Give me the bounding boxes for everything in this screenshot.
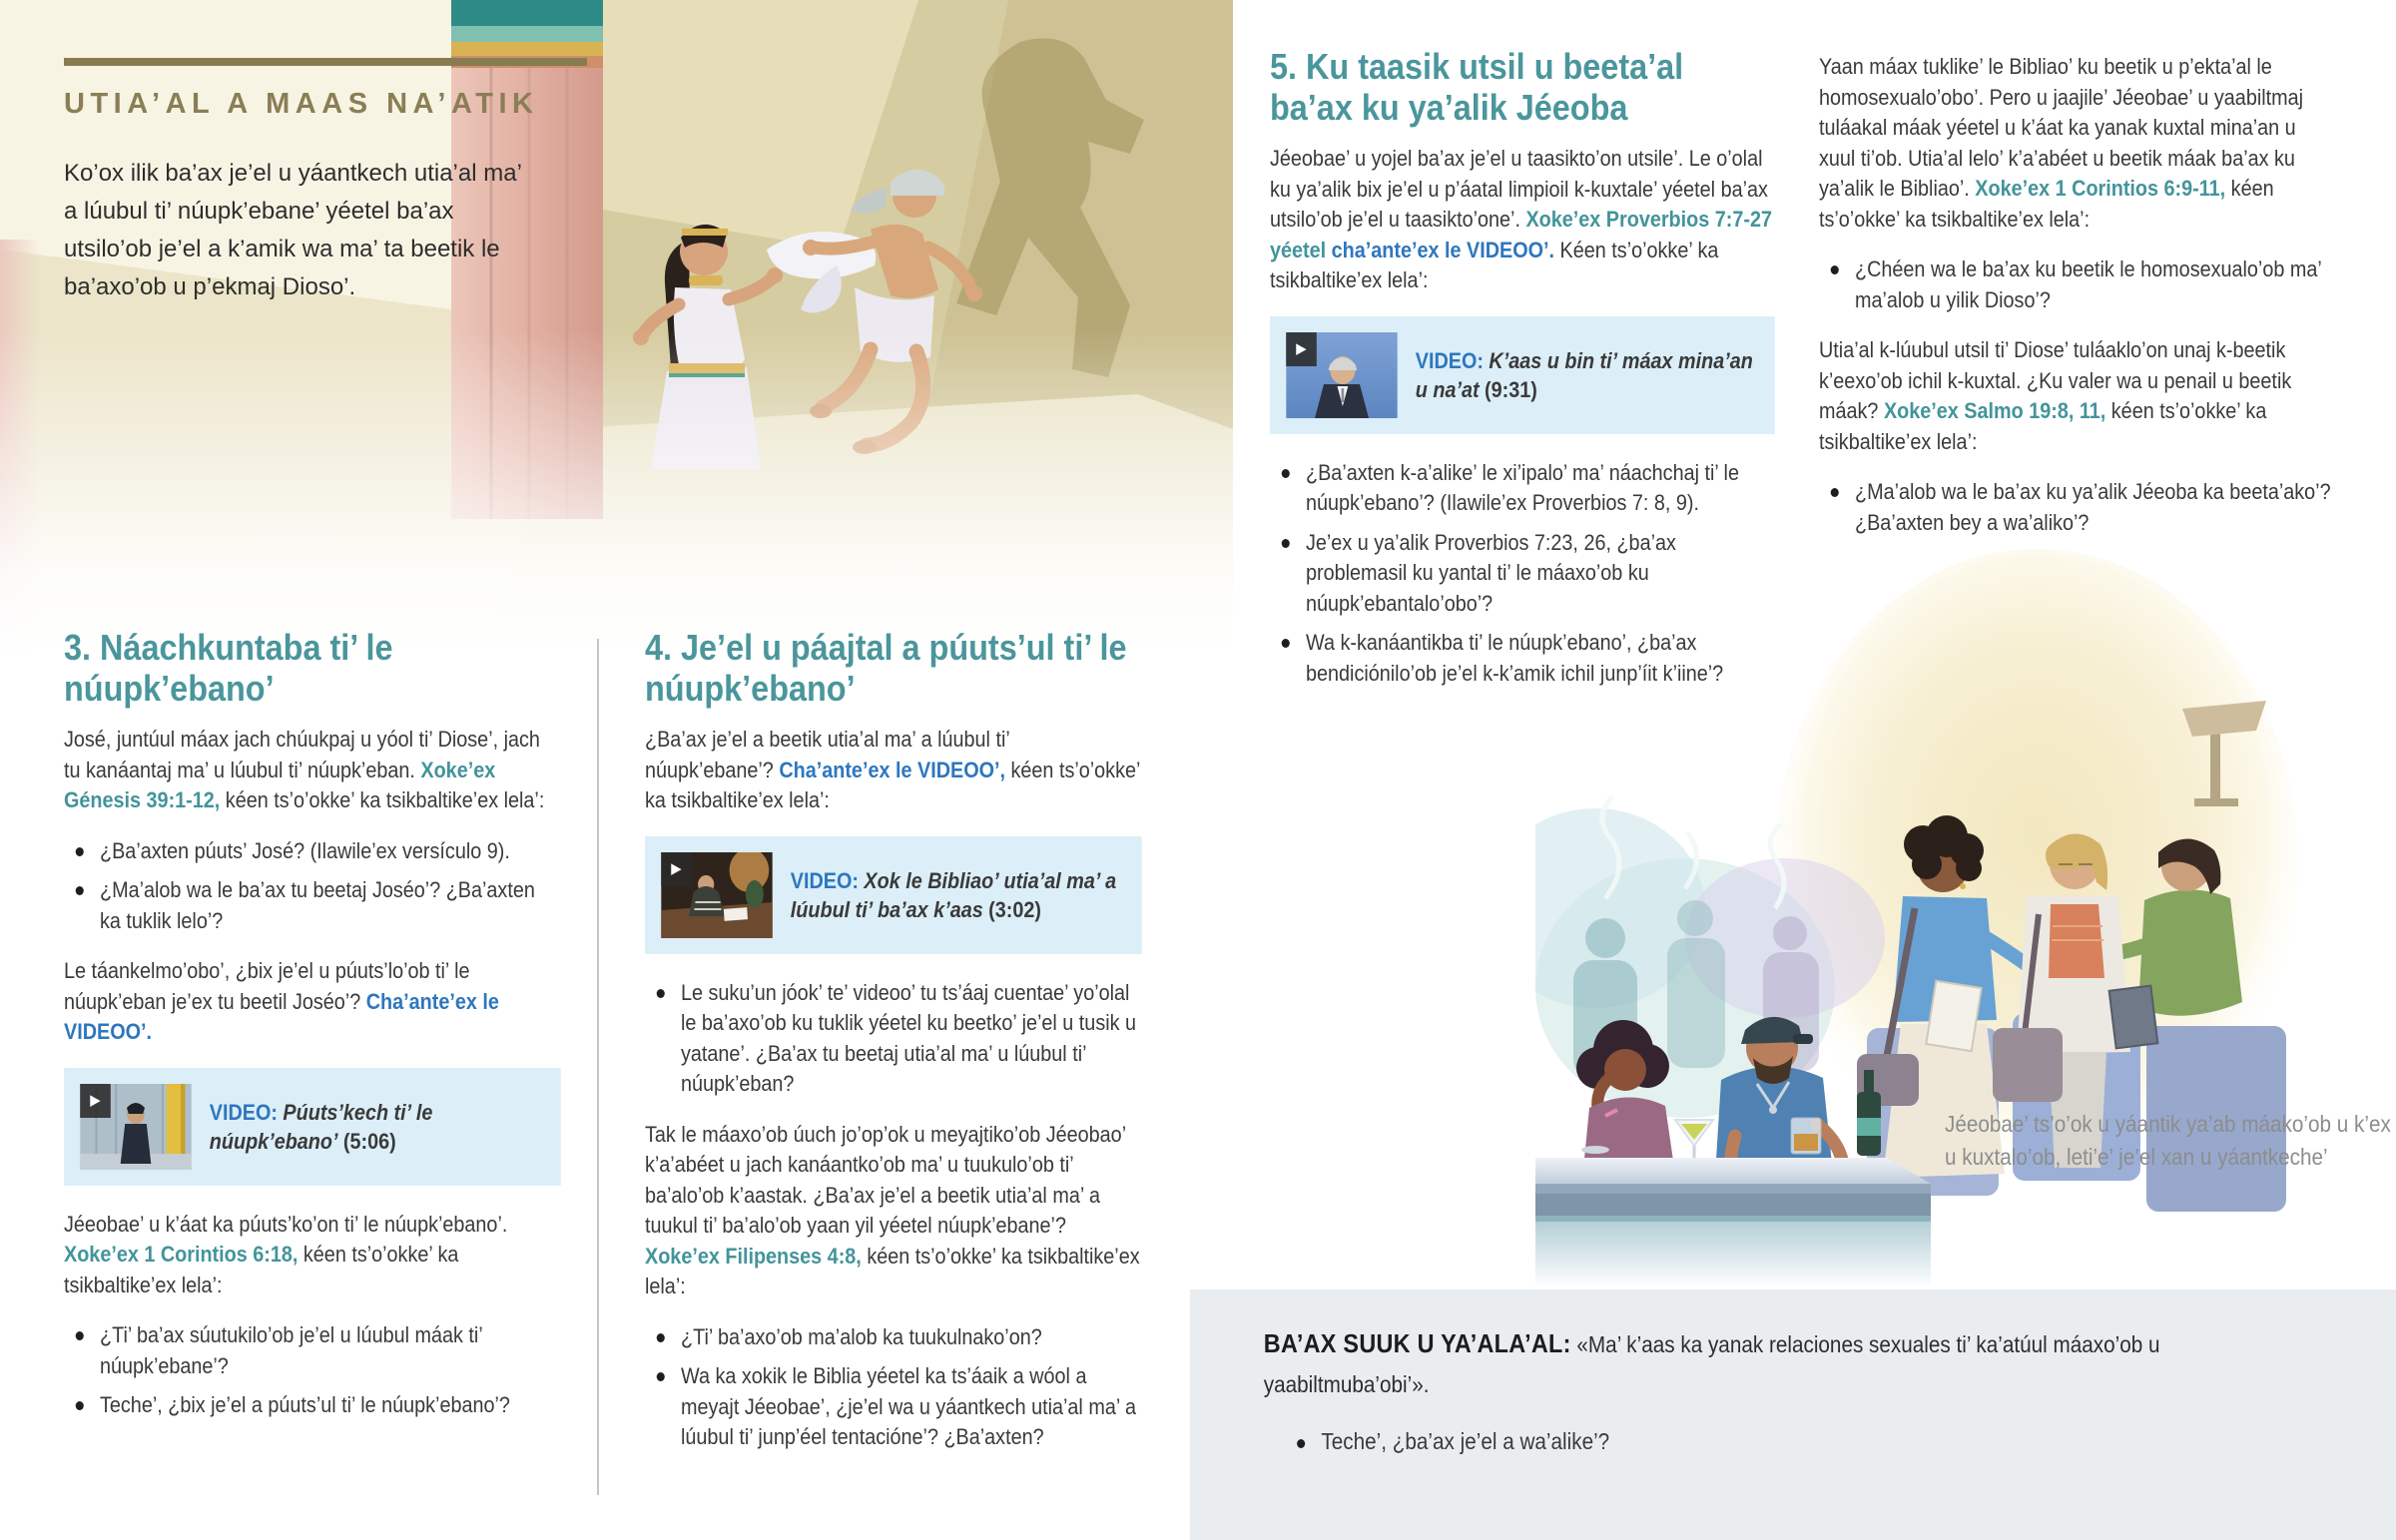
video-thumbnail[interactable] [80, 1084, 192, 1170]
video-caption [210, 1098, 545, 1156]
discussion-question: ¿Ma’alob wa le ba’ax ku ya’alik Jéeoba ka beeta’ako’? ¿Ba’axten bey a wa’aliko’? [1819, 477, 2336, 538]
paragraph [1270, 144, 1775, 296]
scripture-link[interactable]: Xoke’ex Proverbios 7:7-27 yéetel [1270, 207, 1772, 262]
discussion-question: Teche’, ¿ba’ax je’el a wa’alike’? [1285, 1428, 2215, 1455]
intro-paragraph: Ko’ox ilik ba’ax je’el u yáantkech utia’al ma’ a lúubul ti’ núupk’ebane’ yéetel ba’ax utsilo’ob je’el a k’amik wa ma’ ta beetik le ba’axo’ob u p’ekmaj Dioso’. [64, 160, 522, 300]
paragraph [1819, 52, 2336, 235]
video-label: VIDEO: [790, 867, 860, 893]
text-run: kéen ts’o’okke’ ka tsikbaltike’ex lela’: [1819, 398, 2267, 454]
question-list [645, 1322, 1142, 1453]
scripture-link[interactable]: Xoke’ex Filipenses 4:8, [645, 1243, 862, 1269]
scripture-link[interactable]: Xoke’ex Salmo 19:8, 11, [1883, 398, 2106, 423]
discussion-question: Wa ka xokik le Biblia yéetel ka ts’áaik a wóol a meyajt Jéeobae’, ¿je’el wa u yáantkech utia’al ma’ a lúubul ti’ junp’éel tentacióne’? ¿Ba’axten? [645, 1361, 1142, 1453]
question-list [64, 1320, 561, 1421]
scripture-link[interactable]: Xoke’ex 1 Corintios 6:9-11, [1975, 176, 2226, 201]
review-box-content [1190, 1289, 2252, 1455]
video-callout[interactable] [64, 1068, 561, 1186]
text-run: Le táankelmo’obo’, ¿bix je’el u púuts’lo’ob ti’ le núupk’eban je’ex tu beetil Joséo’? [64, 958, 470, 1014]
text-run: Tak le máaxo’ob úuch jo’op’ok u meyajtiko’ob Jéeobao’ k’a’abéet u jach kanáantko’ob ma’ u tuukulo’ob ti’ ba’alo’ob k’aastak. ¿Ba’ax je’el a beetik utia’al ma’ a tuukul ti’ ba’alo’ob yaan yil yéetel núupk’ebane’? [645, 1121, 1126, 1238]
section-3-heading: 3. Náachkuntaba ti’ le núupk’ebano’ [64, 627, 393, 709]
text-run: Yaan máax tuklike’ le Bibliao’ ku beetik u p’ekta’al le homosexualo’obo’. Pero u jaajile’ Jéeobae’ u yaabiltmaj tuláakal máak yéetel u k’áat ka yanak kuxtal mina’an u xuul ti’ob. Utia’al lelo’ k’a’abéet u beetik máak ba’ax ku ya’alik le Bibliao’. [1819, 54, 2304, 201]
column-1 [64, 627, 561, 1441]
column-divider [597, 639, 599, 1495]
section-4-heading: 4. Je’el u páajtal a púuts’ul ti’ le núupk’ebano’ [645, 627, 1127, 709]
video-link[interactable]: Cha’ante’ex le VIDEOO’, [779, 757, 1006, 782]
paragraph [645, 725, 1142, 816]
question-list [1264, 1428, 2216, 1455]
text-run: ¿Ba’ax je’el a beetik utia’al ma’ a lúubul ti’ núupk’ebane’? [645, 727, 1010, 782]
discussion-question: ¿Ba’axten púuts’ José? (Ilawile’ex versículo 9). [64, 836, 561, 867]
text-run: Jéeobae’ u yojel ba’ax je’el u taasikto’on utsile’. Le o’olal ku ya’alik bix je’el u p’áatal limpioil k-kuxtale’ yéetel ba’ax utsilo’ob je’el u taasikto’one’. [1270, 146, 1768, 232]
tablet [2109, 986, 2158, 1049]
text-run: Kéen ts’o’okke’ ka tsikbaltike’ex lela’: [1270, 237, 1719, 292]
play-icon[interactable]: ▶ [1286, 332, 1317, 366]
scripture-link[interactable]: Xoke’ex Génesis 39:1-12, [64, 757, 496, 812]
video-callout[interactable] [645, 836, 1142, 954]
review-statement [1264, 1325, 2216, 1406]
video-duration: (9:31) [1485, 376, 1537, 402]
video-label: VIDEO: [1415, 347, 1485, 373]
video-thumbnail[interactable] [1286, 332, 1398, 418]
video-link[interactable]: cha’ante’ex le VIDEOO’. [1331, 237, 1555, 262]
section-5-heading: 5. Ku taasik utsil u beeta’al ba’ax ku ya’alik Jéeoba [1270, 46, 1684, 128]
paragraph [645, 1120, 1142, 1302]
book [1926, 981, 1981, 1051]
video-callout[interactable] [1270, 316, 1775, 434]
video-caption [791, 866, 1126, 924]
text-run: José, juntúul máax jach chúukpaj u yóol ti’ Diose’, jach tu kanáantaj ma’ u lúubul ti’ núupk’eban. [64, 727, 540, 782]
scripture-link[interactable]: Xoke’ex 1 Corintios 6:18, [64, 1242, 299, 1267]
discussion-question: Je’ex u ya’alik Proverbios 7:23, 26, ¿ba’ax problemasil ku yantal ti’ le máaxo’ob ku núupk’ebantalo’obo’? [1270, 528, 1775, 620]
question-list [64, 836, 561, 937]
lesson-header [64, 58, 603, 306]
text-run: kéen ts’o’okke’ ka tsikbaltike’ex lela’: [645, 1243, 1140, 1298]
tote-bag [1993, 1028, 2063, 1102]
text-run: Utia’al k-lúubul utsil ti’ Diose’ tuláaklo’on unaj k-beetik k’eexo’ob ichil k-kuxtal. ¿Ku valer wa u penail u beetik máak? [1819, 337, 2292, 423]
video-thumbnail[interactable] [661, 852, 773, 938]
header-rule [64, 58, 587, 66]
review-box [1190, 1289, 2396, 1540]
kicker-title: UTIA’AL A MAAS NA’ATIK [64, 88, 539, 120]
video-duration: (5:06) [342, 1128, 396, 1154]
text-run: kéen ts’o’okke’ ka tsikbaltike’ex lela’: [220, 787, 545, 812]
text-run: kéen ts’o’okke’ ka tsikbaltike’ex lela’: [1819, 176, 2274, 232]
illustration-caption: Jéeobae’ ts’o’ok u yáantik ya’ab máako’ob u k’ex u kuxtalo’ob, leti’e’ je’el xan u yáantkeche’ [1945, 1111, 2391, 1170]
video-title: Xok le Bibliao’ utia’al ma’ a lúubul ti’ ba’ax k’aas [790, 867, 1117, 922]
video-link[interactable]: Cha’ante’ex le VIDEOO’. [64, 988, 499, 1044]
discussion-question: ¿Chéen wa le ba’ax ku beetik le homosexualo’ob ma’ ma’alob u yilik Dioso’? [1819, 255, 2336, 315]
question-list [645, 978, 1142, 1100]
discussion-question: ¿Ma’alob wa le ba’ax tu beetaj Joséo’? ¿Ba’axten ka tuklik lelo’? [64, 875, 561, 936]
review-heading: BA’AX SUUK U YA’ALA’AL: [1263, 1328, 1571, 1358]
paragraph [1819, 335, 2336, 457]
discussion-question: Wa k-kanáantikba ti’ le núupk’ebano’, ¿ba’ax bendiciónilo’ob je’el k-k’amik ichil junp’íit k’iine’? [1270, 628, 1775, 689]
paragraph [64, 956, 561, 1048]
discussion-question: Le suku’un jóok’ te’ videoo’ tu ts’áaj cuentae’ yo’olal le ba’axo’ob ku tuklik yéetel ku beetko’ je’el u tusik u yatane’. ¿Ba’ax tu beetaj utia’al ma’ u lúubul ti’ núupk’eban? [645, 978, 1142, 1100]
text-run: kéen ts’o’okke’ ka tsikbaltike’ex lela’: [645, 757, 1140, 812]
lectern [2210, 731, 2220, 800]
paragraph [64, 725, 561, 816]
review-quote: «Ma’ k’aas ka yanak relaciones sexuales ti’ ka’atúul máaxo’ob u yaabiltmuba’obi’». [1263, 1331, 2160, 1397]
video-caption [1416, 346, 1759, 404]
question-list [1819, 477, 2336, 538]
column-2 [645, 627, 1142, 1473]
discussion-question: ¿Ba’axten k-a’alike’ le xi’ipalo’ ma’ náachchaj ti’ le núupk’ebano’? (Ilawile’ex Proverbios 7: 8, 9). [1270, 458, 1775, 519]
question-list [1819, 255, 2336, 315]
text-run: kéen ts’o’okke’ ka tsikbaltike’ex lela’: [64, 1242, 459, 1297]
paragraph [64, 1210, 561, 1301]
bar-counter [1535, 1158, 1931, 1184]
text-run: Jéeobae’ u k’áat ka púuts’ko’on ti’ le núupk’ebano’. [64, 1211, 508, 1237]
video-duration: (3:02) [988, 896, 1041, 922]
play-icon[interactable]: ▶ [80, 1084, 111, 1118]
column-4 [1819, 52, 2336, 558]
discussion-question: ¿Ti’ ba’axo’ob ma’alob ka tuukulnako’on? [645, 1322, 1142, 1353]
discussion-question: ¿Ti’ ba’ax súutukilo’ob je’el u lúubul máak ti’ núupk’ebane’? [64, 1320, 561, 1381]
video-label: VIDEO: [209, 1099, 279, 1125]
video-title: K’aas u bin ti’ máax mina’an u na’at [1415, 347, 1753, 402]
play-icon[interactable]: ▶ [661, 852, 692, 886]
video-title: Púuts’kech ti’ le núupk’ebano’ [209, 1099, 433, 1154]
discussion-question: Teche’, ¿bix je’el a púuts’ul ti’ le núupk’ebano’? [64, 1390, 561, 1421]
